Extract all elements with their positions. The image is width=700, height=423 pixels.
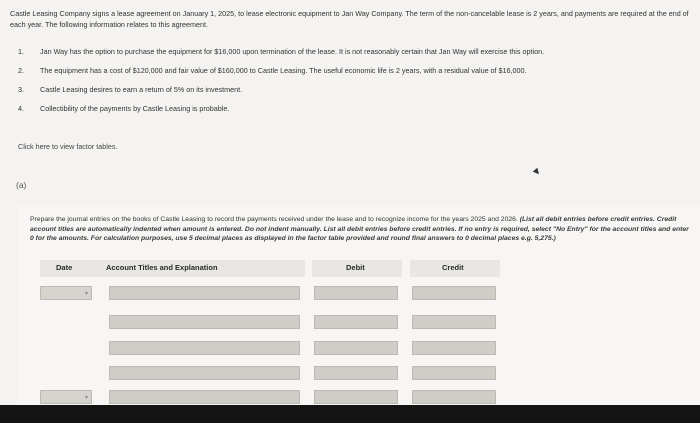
debit-input[interactable] [314, 390, 398, 404]
list-item [18, 44, 678, 63]
account-title-input[interactable] [109, 341, 300, 355]
list-item [18, 101, 678, 120]
chevron-down-icon: ▾ [84, 291, 88, 297]
account-title-input[interactable] [109, 390, 300, 404]
date-header [40, 260, 100, 277]
account-header [100, 260, 305, 277]
account-header-label: Account Titles and Explanation [106, 263, 218, 272]
list-item-text: The equipment has a cost of $120,000 and fair value of $160,000 to Castle Leasing. The useful economic life is 2 years, with a residual value of $16,000. [40, 66, 527, 75]
list-item-number: 1. [18, 47, 24, 56]
debit-input[interactable] [314, 286, 398, 300]
part-label: (a) [16, 180, 27, 190]
list-item [18, 82, 678, 101]
factor-tables-link[interactable]: Click here to view factor tables. [18, 142, 118, 151]
instructions-main: Prepare the journal entries on the books of Castle Leasing to record the payments received under the lease and to recognize income for the years 2025 and 2026. [30, 216, 518, 223]
credit-input[interactable] [412, 341, 496, 355]
list-item-text: Jan Way has the option to purchase the equipment for $16,000 upon termination of the lease. It is not reasonably certain that Jan Way will exercise this option. [40, 47, 545, 56]
debit-header [312, 260, 402, 277]
debit-input[interactable] [314, 315, 398, 329]
debit-input[interactable] [314, 341, 398, 355]
credit-input[interactable] [412, 286, 496, 300]
credit-input[interactable] [412, 366, 496, 380]
debit-header-label: Debit [346, 263, 365, 272]
lease-info-list [18, 44, 678, 120]
instructions [30, 215, 690, 244]
list-item [18, 63, 678, 82]
credit-input[interactable] [412, 390, 496, 404]
mouse-cursor-icon [533, 168, 541, 176]
list-item-text: Collectibility of the payments by Castle Leasing is probable. [40, 104, 230, 113]
date-select[interactable] [40, 286, 92, 300]
account-title-input[interactable] [109, 286, 300, 300]
list-item-text: Castle Leasing desires to earn a return of 5% on its investment. [40, 85, 243, 94]
list-item-number: 2. [18, 66, 24, 75]
account-title-input[interactable] [109, 366, 300, 380]
account-title-input[interactable] [109, 315, 300, 329]
list-item-number: 3. [18, 85, 24, 94]
credit-header-label: Credit [442, 263, 464, 272]
instructions-emphasis: (List all debit entries before credit entries. Credit account titles are automatically indented when amount is entered. Do not indent manually. List all debit entries before credit entries. If no entry is required, select "No Entry" for the account titles and enter 0 for the amounts. For calculation purposes, use 5 decimal places as displayed in the factor table provided and round final answers to 0 decimal places e.g. 5,275.) [30, 216, 689, 242]
date-select[interactable] [40, 390, 92, 404]
problem-intro: Castle Leasing Company signs a lease agreement on January 1, 2025, to lease electronic equipment to Jan Way Company. The term of the non-cancelable lease is 2 years, and payments are required at the end of each year. The following information relates to this agreement. [10, 9, 689, 29]
list-item-number: 4. [18, 104, 24, 113]
credit-input[interactable] [412, 315, 496, 329]
credit-header [410, 260, 500, 277]
chevron-down-icon: ▾ [84, 395, 88, 401]
date-header-label: Date [56, 263, 73, 272]
debit-input[interactable] [314, 366, 398, 380]
bottom-bar [0, 405, 700, 423]
